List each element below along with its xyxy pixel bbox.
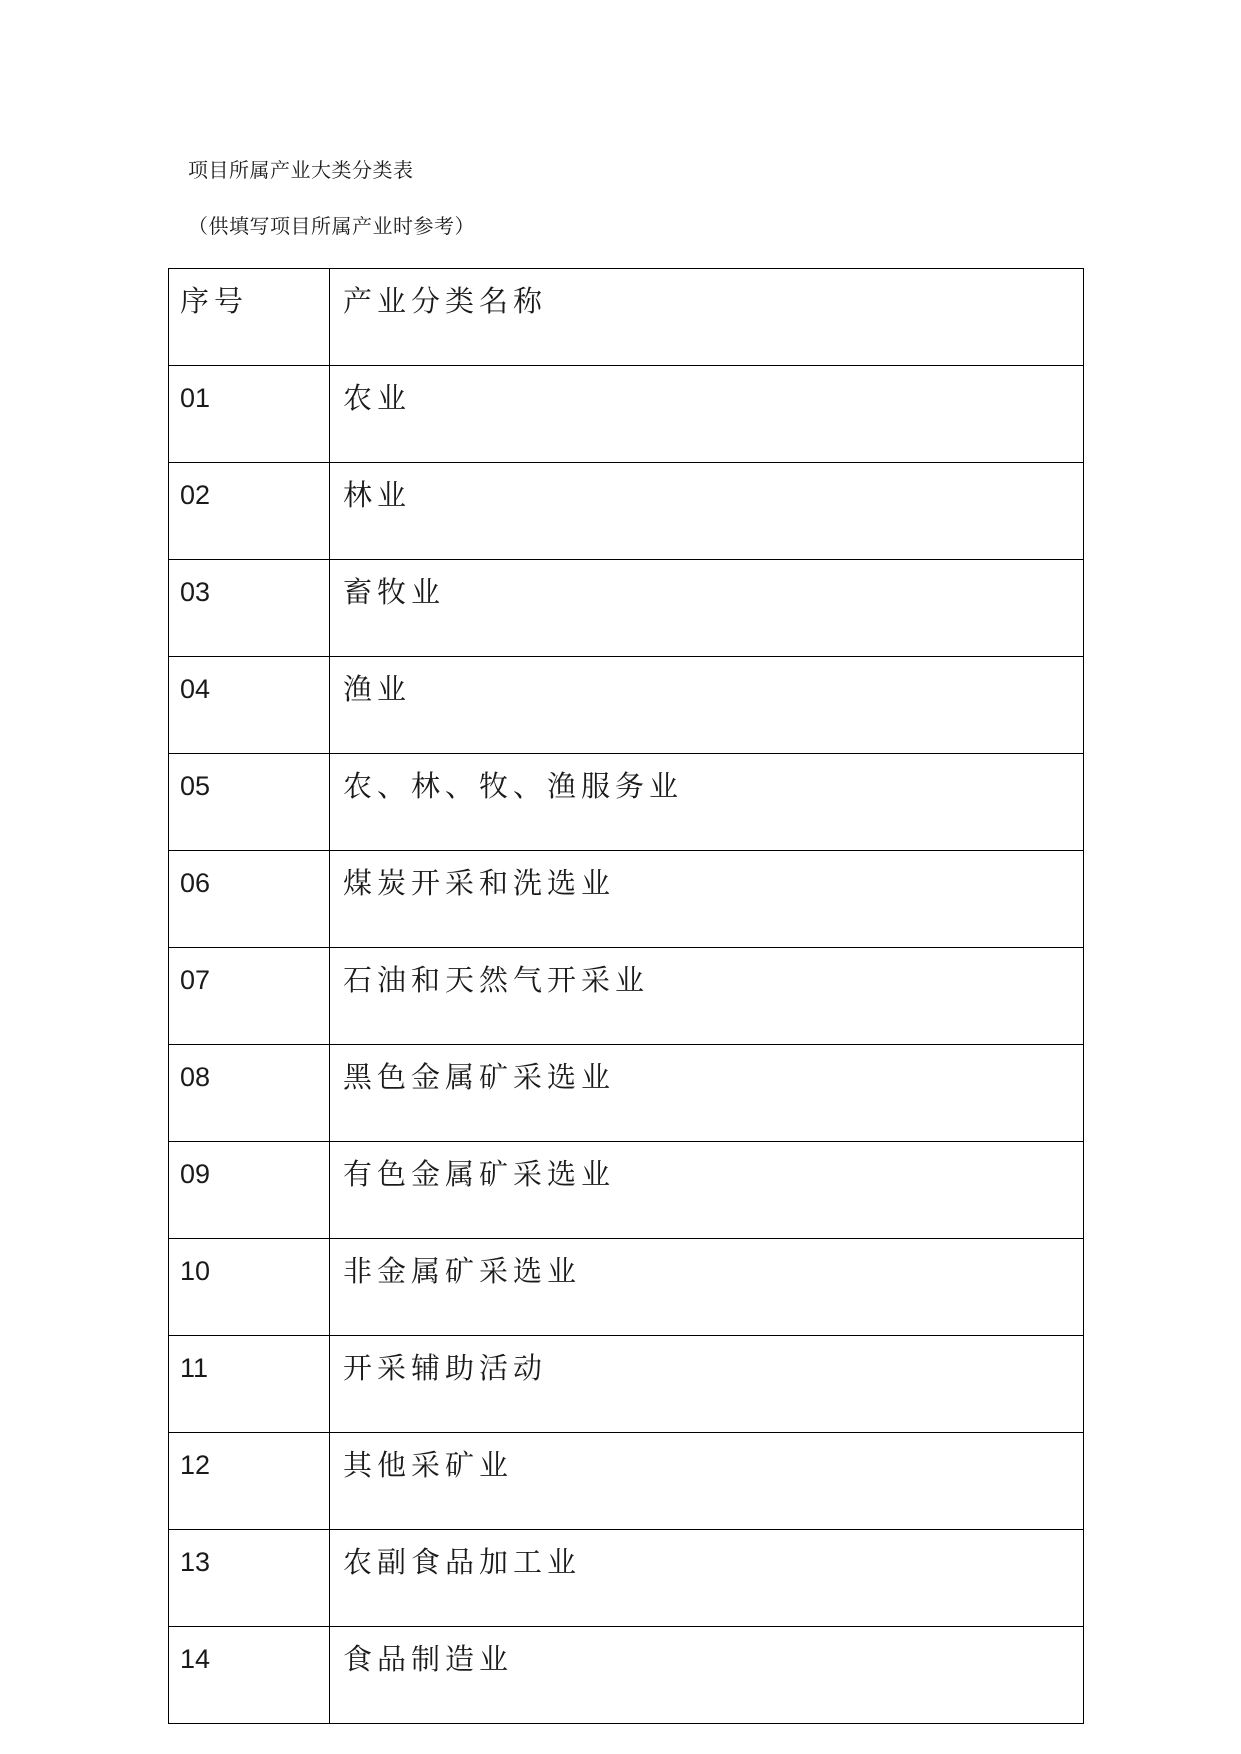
row-number: 01	[169, 366, 330, 463]
table-body	[169, 366, 1084, 1724]
row-industry-name: 非金属矿采选业	[330, 1239, 1084, 1336]
row-industry-name: 林业	[330, 463, 1084, 560]
row-number: 02	[169, 463, 330, 560]
row-industry-name: 煤炭开采和洗选业	[330, 851, 1084, 948]
row-number: 13	[169, 1530, 330, 1627]
row-number: 11	[169, 1336, 330, 1433]
row-number: 08	[169, 1045, 330, 1142]
row-industry-name: 农、林、牧、渔服务业	[330, 754, 1084, 851]
table-row	[169, 560, 1084, 657]
row-number: 12	[169, 1433, 330, 1530]
row-industry-name: 其他采矿业	[330, 1433, 1084, 1530]
row-number: 10	[169, 1239, 330, 1336]
table-row	[169, 1142, 1084, 1239]
row-industry-name: 农业	[330, 366, 1084, 463]
table-row	[169, 657, 1084, 754]
row-number: 09	[169, 1142, 330, 1239]
table-row	[169, 1433, 1084, 1530]
row-industry-name: 黑色金属矿采选业	[330, 1045, 1084, 1142]
table-row	[169, 1045, 1084, 1142]
document-subtitle: （供填写项目所属产业时参考）	[188, 214, 475, 238]
row-industry-name: 渔业	[330, 657, 1084, 754]
document-title: 项目所属产业大类分类表	[188, 158, 414, 182]
table-row	[169, 754, 1084, 851]
table-row	[169, 948, 1084, 1045]
row-industry-name: 畜牧业	[330, 560, 1084, 657]
row-number: 06	[169, 851, 330, 948]
table-header-row	[169, 269, 1084, 366]
row-number: 07	[169, 948, 330, 1045]
header-industry-name: 产业分类名称	[330, 269, 1084, 366]
table-row	[169, 1530, 1084, 1627]
table-row	[169, 1239, 1084, 1336]
table-row	[169, 463, 1084, 560]
row-industry-name: 有色金属矿采选业	[330, 1142, 1084, 1239]
table-row	[169, 1627, 1084, 1724]
row-number: 14	[169, 1627, 330, 1724]
row-number: 03	[169, 560, 330, 657]
table-row	[169, 851, 1084, 948]
row-industry-name: 农副食品加工业	[330, 1530, 1084, 1627]
table-row	[169, 366, 1084, 463]
header-number: 序号	[169, 269, 330, 366]
table-row	[169, 1336, 1084, 1433]
row-number: 04	[169, 657, 330, 754]
row-industry-name: 开采辅助活动	[330, 1336, 1084, 1433]
row-industry-name: 石油和天然气开采业	[330, 948, 1084, 1045]
row-number: 05	[169, 754, 330, 851]
industry-classification-table	[168, 268, 1084, 1724]
row-industry-name: 食品制造业	[330, 1627, 1084, 1724]
